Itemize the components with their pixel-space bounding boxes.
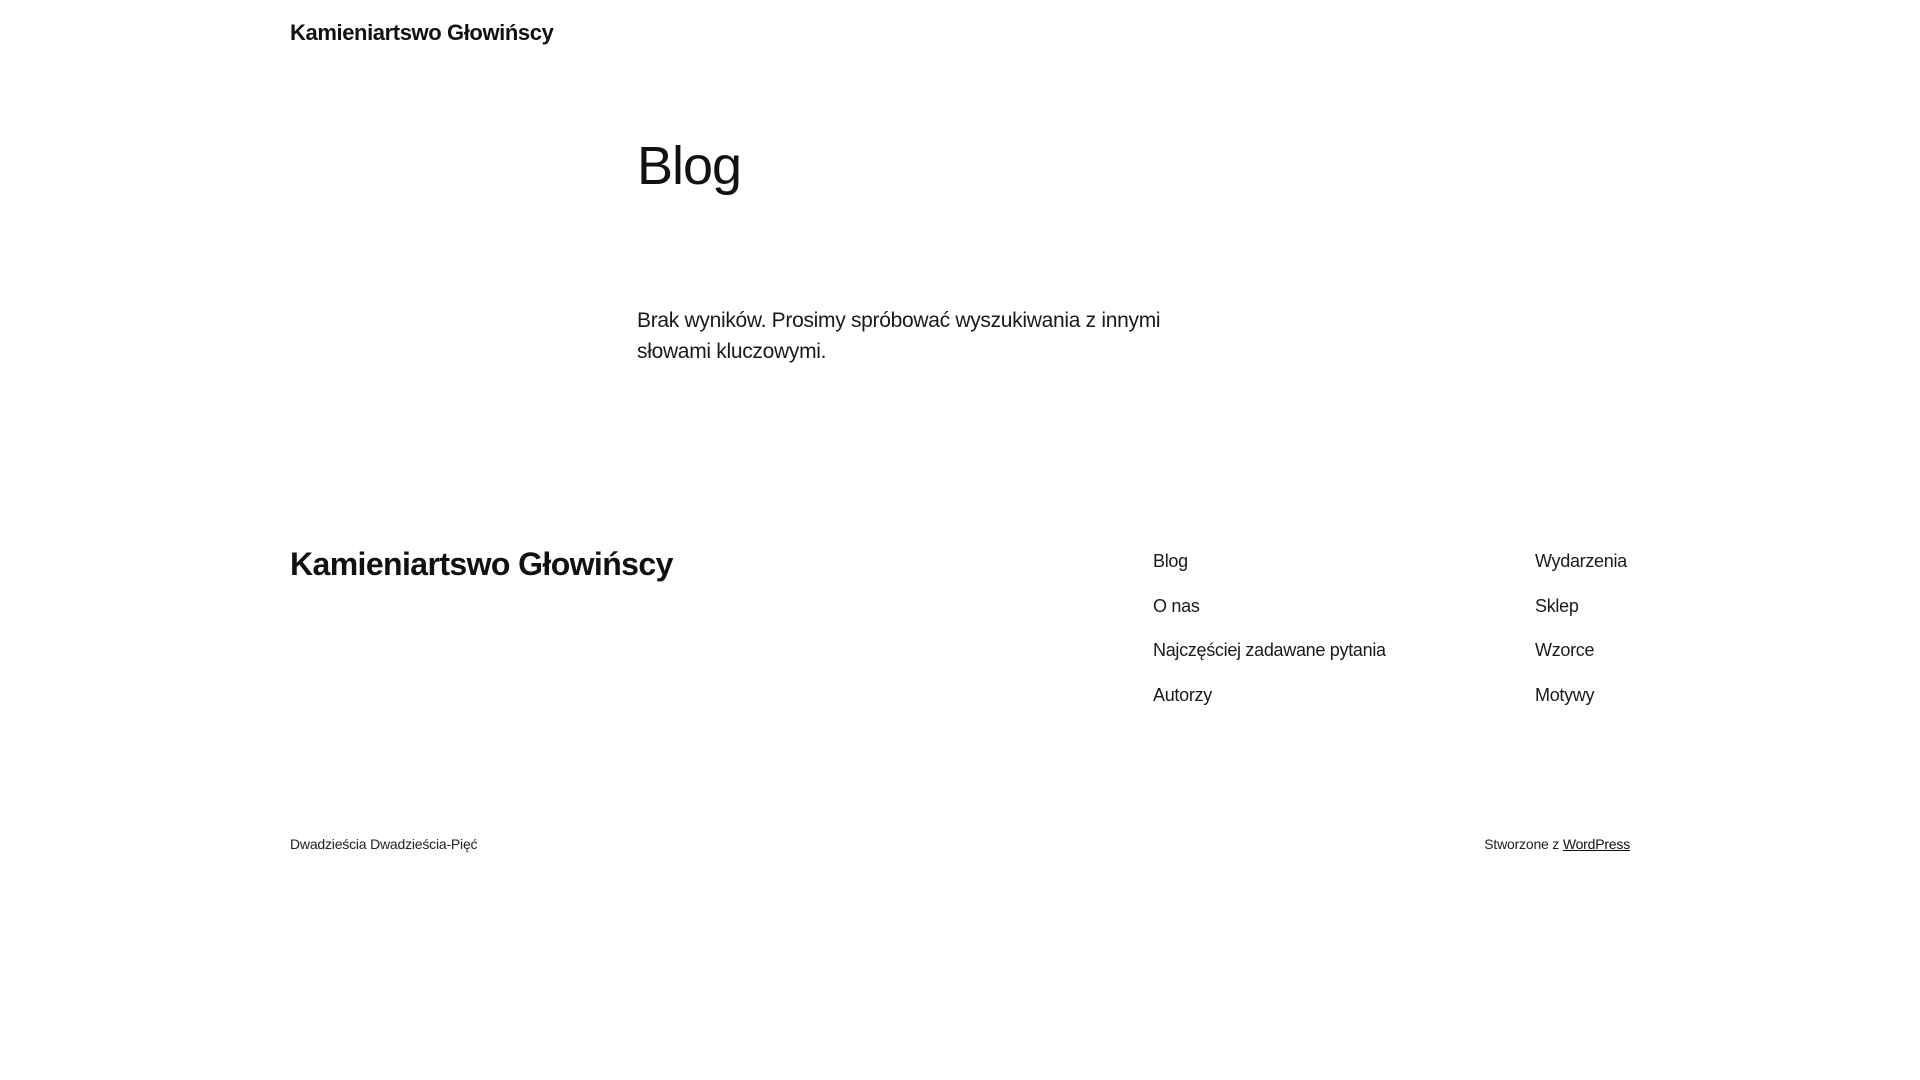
no-results-message: Brak wyników. Prosimy spróbować wyszukiwania z innymi słowami kluczowymi. [637,309,1161,363]
page-title: Blog [637,136,742,196]
footer-link-wydarzenia[interactable]: Wydarzenia [1535,551,1627,571]
footer-link-sklep[interactable]: Sklep [1535,595,1579,616]
wordpress-link[interactable]: WordPress [1562,836,1630,852]
footer-link-blog[interactable]: Blog [1153,551,1188,571]
footer-nav-item [1535,638,1627,683]
footer-nav-item [1535,683,1627,728]
footer-nav-item [1153,594,1386,639]
theme-name: Dwadzieścia Dwadzieścia-Pięć [290,836,478,852]
footer-link-autorzy[interactable]: Autorzy [1153,684,1212,705]
credit-prefix: Stworzone z [1484,836,1560,852]
footer-nav-column-1 [1153,549,1386,727]
footer-link-faq[interactable]: Najczęściej zadawane pytania [1153,640,1386,660]
footer-nav-item [1153,549,1386,594]
footer-nav-item [1535,594,1627,639]
footer-nav-item [1153,683,1386,728]
footer-link-o-nas[interactable]: O nas [1153,595,1200,616]
footer-nav-item [1535,549,1627,594]
credit-line [1484,836,1630,852]
footer-link-motywy[interactable]: Motywy [1535,684,1595,705]
footer-nav-item [1153,638,1386,683]
footer-nav-column-2 [1535,549,1627,727]
footer-link-wzorce[interactable]: Wzorce [1535,640,1595,660]
site-title-link[interactable]: Kamieniartswo Głowińscy [290,20,554,45]
footer-site-title-link[interactable]: Kamieniartswo Głowińscy [290,546,673,582]
